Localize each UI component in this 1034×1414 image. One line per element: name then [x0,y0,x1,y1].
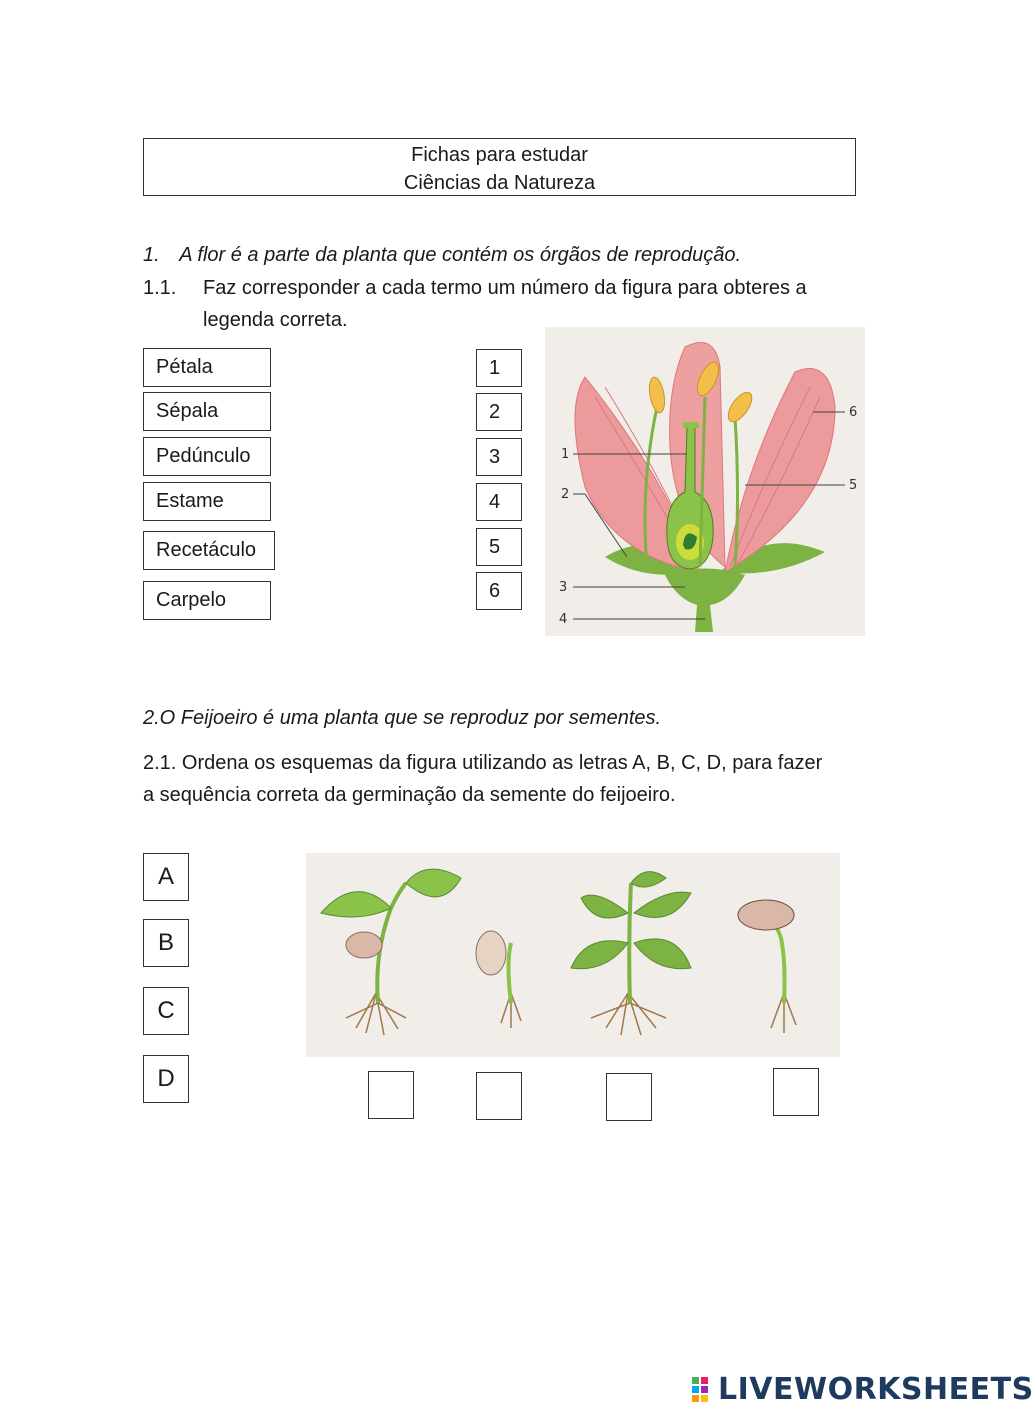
answer-box-2[interactable] [476,1072,522,1120]
anther-1 [647,376,667,414]
liveworksheets-mark-icon [692,1375,718,1405]
liveworksheets-brand: LIVEWORKSHEETS [718,1372,1034,1407]
receptacle [665,569,745,633]
title-box [143,138,856,196]
letter-box-c[interactable]: C [143,987,189,1035]
term-pedunculo[interactable]: Pedúnculo [143,437,271,476]
answer-box-1[interactable] [368,1071,414,1119]
question-1-1-number: 1.1. [143,277,177,299]
flower-diagram [545,327,865,636]
letter-box-d[interactable]: D [143,1055,189,1103]
number-box-1[interactable]: 1 [476,349,522,387]
question-1 [143,244,741,267]
figure-label-5: 5 [849,478,858,493]
title-line-1: Fichas para estudar [411,144,588,166]
term-sepala[interactable]: Sépala [143,392,271,431]
question-1-1-line-1: Faz corresponder a cada termo um número da figura para obteres a [203,277,807,299]
letter-box-b[interactable]: B [143,919,189,967]
plant-d-seed [738,900,794,930]
germination-diagram [306,853,840,1057]
number-box-6[interactable]: 6 [476,572,522,610]
figure-label-1: 1 [561,447,570,462]
liveworksheets-logo [692,1372,1034,1407]
question-2-1-line-2: a sequência correta da germinação da semente do feijoeiro. [143,784,676,806]
question-2-text: 2.O Feijoeiro é uma planta que se reproduz por sementes. [143,707,662,729]
number-box-3[interactable]: 3 [476,438,522,476]
figure-label-3: 3 [559,580,568,595]
figure-label-6: 6 [849,405,858,420]
plant-b-seed [476,931,506,975]
letter-box-a[interactable]: A [143,853,189,901]
question-1-number: 1. [143,244,160,266]
anther-3 [724,388,757,425]
germination-illustration [306,853,840,1057]
answer-box-4[interactable] [773,1068,819,1116]
term-recetaculo[interactable]: Recetáculo [143,531,275,570]
number-box-4[interactable]: 4 [476,483,522,521]
plant-a-leaf-left [321,892,391,917]
question-2-1-line-1: 2.1. Ordena os esquemas da figura utilizando as letras A, B, C, D, para fazer [143,752,823,774]
question-1-text: A flor é a parte da planta que contém os órgãos de reprodução. [179,244,742,266]
title-line-2: Ciências da Natureza [403,172,596,194]
number-box-2[interactable]: 2 [476,393,522,431]
term-estame[interactable]: Estame [143,482,271,521]
figure-label-4: 4 [559,612,568,627]
question-1-1-line-2: legenda correta. [203,309,348,331]
term-petala[interactable]: Pétala [143,348,271,387]
answer-box-3[interactable] [606,1073,652,1121]
number-box-5[interactable]: 5 [476,528,522,566]
flower-illustration [545,327,865,636]
stamen-filament-3 [735,417,738,567]
plant-a-cotyledon [346,932,382,958]
plant-a-leaf-right [406,869,461,897]
figure-label-2: 2 [561,487,570,502]
term-carpelo[interactable]: Carpelo [143,581,271,620]
roots [346,993,796,1035]
